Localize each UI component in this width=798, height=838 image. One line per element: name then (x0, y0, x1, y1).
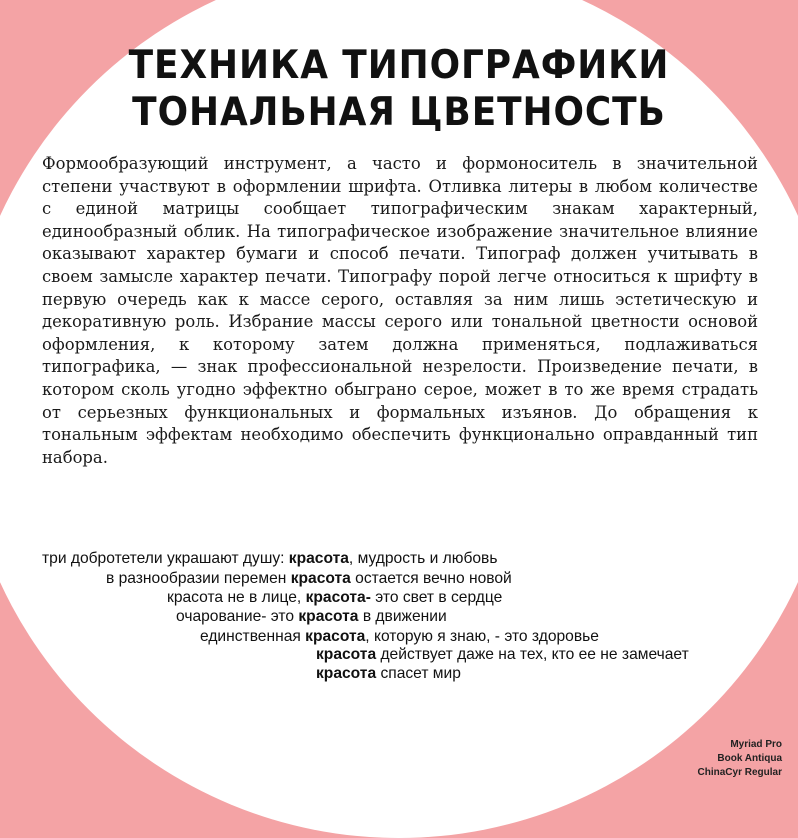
quote-text-after: действует даже на тех, кто ее не замечает (376, 646, 689, 663)
quote-text-before: в разнообразии перемен (106, 570, 291, 587)
font-name: ChinaCyr Regular (697, 767, 782, 778)
quote-line-3 (167, 588, 502, 607)
title-line-2: ТОНАЛЬНАЯ ЦВЕТНОСТЬ (132, 90, 666, 135)
quote-text-after: , мудрость и любовь (348, 550, 498, 567)
quote-line-7 (316, 664, 461, 683)
quote-keyword: красота (305, 628, 366, 645)
quote-keyword: красота (290, 570, 351, 587)
quote-keyword: красота (298, 608, 359, 625)
quote-text-before: очарование- это (176, 608, 299, 625)
quote-keyword: красота (316, 665, 377, 682)
quote-text-after: спасет мир (376, 665, 461, 682)
font-name: Book Antiqua (717, 753, 782, 764)
quote-text-after: остается вечно новой (350, 570, 512, 587)
quote-keyword: красота (316, 646, 377, 663)
font-name: Myriad Pro (730, 739, 782, 750)
quote-keyword: красота (288, 550, 349, 567)
body-paragraph: Формообразующий инструмент, а часто и формоноситель в значительной степени участвуют в оформлении шрифта. Отливка литеры в любом количестве с единой матрицы сообщает типографическим знакам характерный, единообразный облик. На типографическое изображение значительное влияние оказывают характер бумаги и способ печати. Типограф должен учитывать в своем замысле характер печати. Типографу порой легче относиться к шрифту в первую очередь как к массе серого, оставляя за ним лишь эстетическую и декоративную роль. Избрание массы серого или тональной цветности основой оформления, к которому затем должна применяться, подлаживаться типографика, — знак профессиональной незрелости. Произведение печати, в котором сколь угодно эффектно обыграно серое, может в то же время страдать от серьезных функциональных и формальных изъянов. До обращения к тональным эффектам необходимо обеспечить функционально оправданный тип набора. (42, 154, 758, 467)
quote-line-6 (316, 645, 689, 664)
title-line-1: ТЕХНИКА ТИПОГРАФИКИ (128, 43, 670, 88)
quote-text-after: в движении (358, 608, 447, 625)
quote-line-1 (42, 549, 497, 568)
page-title (32, 42, 766, 136)
quote-text-before: единственная (200, 628, 306, 645)
quote-keyword: красота- (305, 589, 371, 606)
quote-line-4 (176, 607, 447, 626)
quote-line-2 (106, 569, 512, 588)
quote-text-after: это свет в сердце (370, 589, 503, 606)
quote-text-after: , которую я знаю, - это здоровье (365, 628, 599, 645)
quote-text-before: красота не в лице, (167, 589, 306, 606)
quote-text-before: три добротетели украшают душу: (42, 550, 289, 567)
quote-line-5 (200, 627, 599, 646)
fonts-used-list (698, 738, 782, 780)
